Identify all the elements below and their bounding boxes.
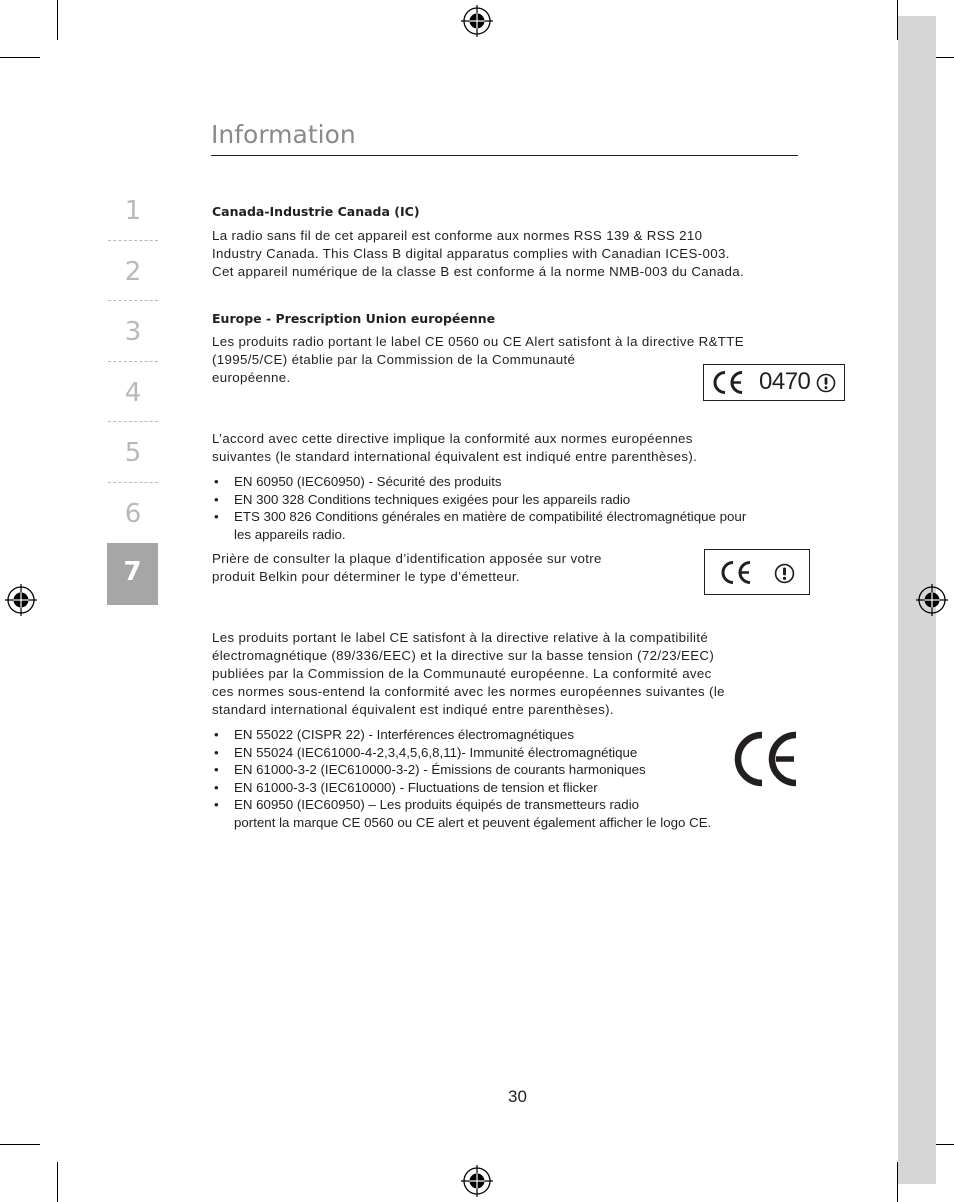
- registration-mark-icon: [916, 584, 948, 616]
- text-line: publiées par la Commission de la Communauté européenne. La conformité avec: [212, 666, 712, 681]
- text-line: Cet appareil numérique de la classe B est conforme á la norme NMB-003 du Canada.: [212, 264, 745, 279]
- chapter-divider: [108, 482, 158, 483]
- section-heading-canada: Canada-Industrie Canada (IC): [212, 204, 420, 219]
- ce-alert-mark: [704, 549, 810, 595]
- list-item: [212, 796, 711, 831]
- chapter-number: 5: [124, 438, 142, 468]
- text-line: suivantes (le standard international équivalent est indiqué entre parenthèses).: [212, 449, 698, 464]
- chapter-tab-6[interactable]: [108, 499, 158, 529]
- ce-notified-body-number: 0470: [759, 368, 811, 395]
- list-item-text: • EN 60950 (IEC60950) – Les produits équipés de transmetteurs radio: [234, 797, 640, 812]
- list-item: [212, 744, 711, 762]
- alert-exclamation-icon: [774, 563, 795, 584]
- title-divider: [211, 155, 798, 156]
- chapter-divider: [108, 240, 158, 241]
- alert-exclamation-icon: [816, 373, 836, 393]
- crop-mark: [0, 1144, 40, 1145]
- chapter-number: 3: [124, 317, 142, 347]
- crop-mark: [57, 0, 58, 40]
- chapter-divider: [108, 300, 158, 301]
- text-line: ces normes sous-entend la conformité avec les normes européennes suivantes (le: [212, 684, 725, 699]
- standards-list-radio: [212, 473, 746, 543]
- text-line: L’accord avec cette directive implique la conformité aux normes européennes: [212, 431, 693, 446]
- text-line: Les produits portant le label CE satisfont à la directive relative à la compatibilité: [212, 630, 709, 645]
- chapter-tab-2[interactable]: [108, 257, 158, 287]
- ce-logo-large-icon: [733, 728, 801, 790]
- registration-mark-icon: [461, 1165, 493, 1197]
- registration-mark-icon: [5, 584, 37, 616]
- text-line: européenne.: [212, 370, 291, 385]
- chapter-tab-4[interactable]: [108, 378, 158, 408]
- text-line: Les produits radio portant le label CE 0560 ou CE Alert satisfont à la directive R&TTE: [212, 334, 744, 349]
- chapter-tab-7-active[interactable]: [107, 543, 158, 605]
- chapter-number: 2: [124, 257, 142, 287]
- canada-paragraph: [212, 227, 744, 281]
- ce-0470-alert-mark: [703, 364, 845, 401]
- chapter-tab-3[interactable]: [108, 317, 158, 347]
- ce-logo-icon: [717, 559, 755, 586]
- text-line: électromagnétique (89/336/EEC) et la directive sur la basse tension (72/23/EEC): [212, 648, 715, 663]
- section-heading-europe: Europe - Prescription Union européenne: [212, 311, 496, 326]
- text-line: standard international équivalent est indiqué entre parenthèses).: [212, 702, 614, 717]
- list-item-text: portent la marque CE 0560 ou CE alert et peuvent également afficher le logo CE.: [234, 814, 712, 830]
- registration-mark-icon: [461, 5, 493, 37]
- chapter-tab-1[interactable]: [108, 196, 158, 226]
- standards-list-emc: [212, 726, 711, 831]
- list-item-text: • ETS 300 826 Conditions générales en matière de compatibilité électromagnétique pour: [234, 509, 747, 524]
- text-line: La radio sans fil de cet appareil est conforme aux normes RSS 139 & RSS 210: [212, 228, 703, 243]
- emc-paragraph: [212, 629, 725, 719]
- list-item-text: • EN 55022 (CISPR 22) - Interférences électromagnétiques: [234, 727, 574, 742]
- list-item: [212, 473, 746, 491]
- plate-paragraph: [212, 550, 602, 586]
- crop-mark: [0, 57, 40, 58]
- crop-mark: [57, 1162, 58, 1202]
- directive-paragraph: [212, 430, 697, 466]
- page-title: Information: [211, 120, 356, 149]
- text-line: Prière de consulter la plaque d’identification apposée sur votre: [212, 551, 602, 566]
- text-line: Industry Canada. This Class B digital apparatus complies with Canadian ICES-003.: [212, 246, 730, 261]
- list-item-text: • EN 55024 (IEC61000-4-2,3,4,5,6,8,11)- Immunité électromagnétique: [234, 744, 638, 760]
- list-item-text: • EN 60950 (IEC60950) - Sécurité des produits: [234, 474, 502, 489]
- chapter-number: 4: [124, 378, 142, 408]
- list-item-text: les appareils radio.: [234, 526, 346, 542]
- list-item-text: • EN 61000-3-3 (IEC610000) - Fluctuations de tension et flicker: [234, 779, 598, 795]
- list-item-text: • EN 61000-3-2 (IEC610000-3-2) - Émissions de courants harmoniques: [234, 762, 646, 777]
- europe-intro-paragraph: [212, 333, 744, 387]
- ce-logo-icon: [710, 369, 746, 396]
- text-line: (1995/5/CE) établie par la Commission de la Communauté: [212, 352, 576, 367]
- list-item: [212, 491, 746, 509]
- chapter-number: 6: [124, 499, 142, 529]
- chapter-divider: [108, 421, 158, 422]
- chapter-tab-5[interactable]: [108, 438, 158, 468]
- list-item: [212, 761, 711, 779]
- page-number: 30: [508, 1087, 527, 1106]
- list-item: [212, 508, 746, 543]
- chapter-number: 7: [123, 557, 142, 587]
- chapter-number: 1: [124, 196, 142, 226]
- list-item: [212, 779, 711, 797]
- chapter-divider: [108, 361, 158, 362]
- text-line: produit Belkin pour déterminer le type d’émetteur.: [212, 569, 520, 584]
- list-item-text: • EN 300 328 Conditions techniques exigées pour les appareils radio: [234, 491, 631, 507]
- list-item: [212, 726, 711, 744]
